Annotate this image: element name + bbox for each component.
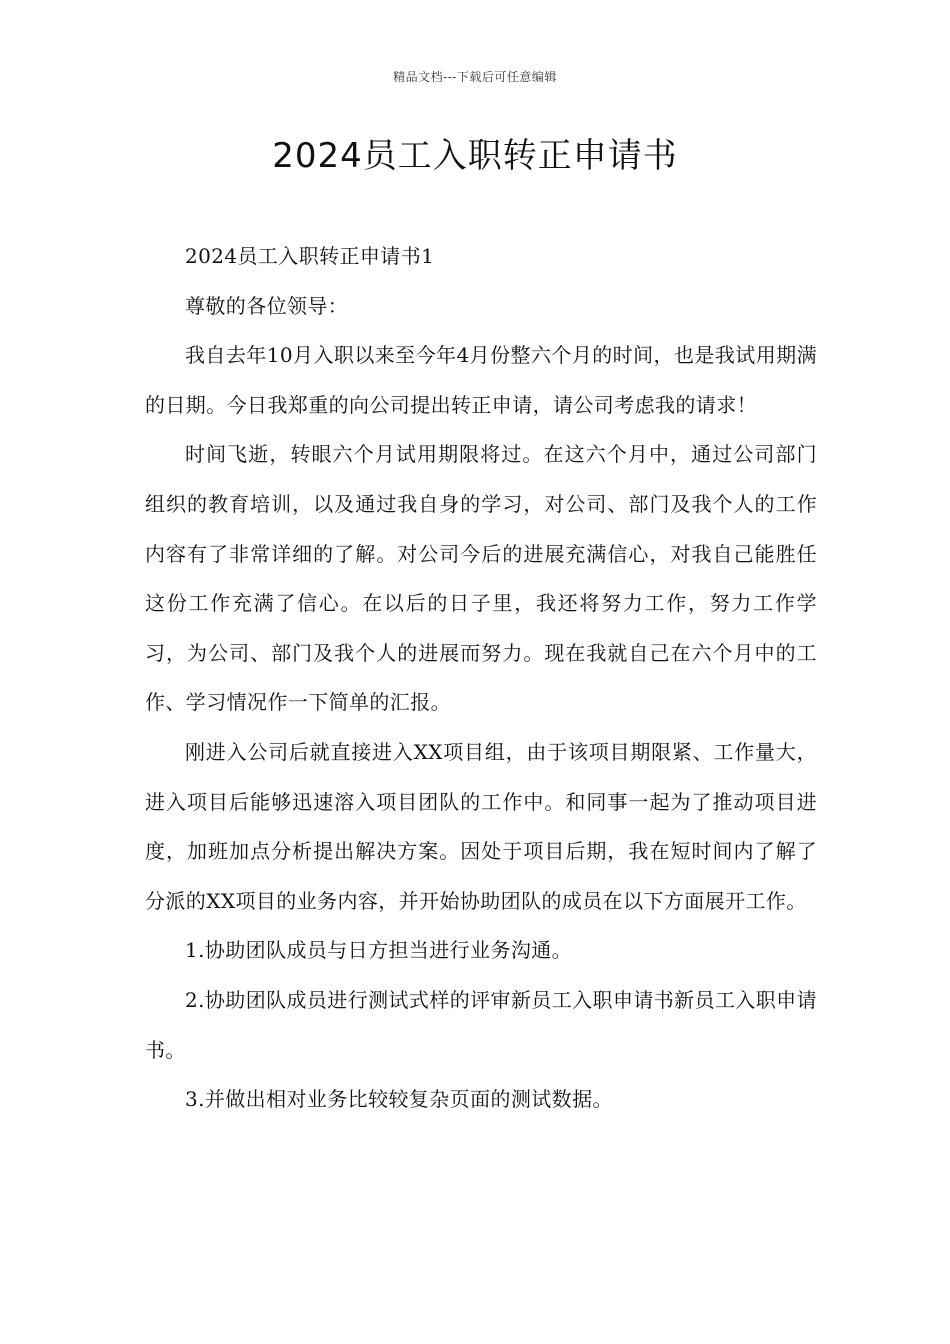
document-title: 2024员工入职转正申请书	[272, 136, 678, 176]
list-item-2: 2.协助团队成员进行测试式样的评审新员工入职申请书新员工入职申请书。	[145, 987, 817, 1062]
paragraph-salutation: 尊敬的各位领导：	[185, 293, 349, 318]
paragraph-intro: 我自去年10月入职以来至今年4月份整六个月的时间，也是我试用期满的日期。今日我郑重的向公司提出转正申请，请公司考虑我的请求！	[145, 343, 817, 417]
document-body	[145, 232, 817, 1125]
list-item-1: 1.协助团队成员与日方担当进行业务沟通。	[185, 938, 573, 963]
header-note: 精品文档---下载后可任意编辑	[393, 70, 557, 84]
paragraph-project: 刚进入公司后就直接进入XX项目组，由于该项目期限紧、工作量大，进入项目后能够迅速溶入项目团队的工作中。和同事一起为了推动项目进度，加班加点分析提出解决方案。因处于项目后期，我在短时间内了解了分派的XX项目的业务内容，并开始协助团队的成员在以下方面展开工作。	[145, 739, 817, 913]
list-item-3: 3.并做出相对业务比较较复杂页面的测试数据。	[185, 1087, 613, 1112]
paragraph-reflection: 时间飞逝，转眼六个月试用期限将过。在这六个月中，通过公司部门组织的教育培训，以及通过我自身的学习，对公司、部门及我个人的工作内容有了非常详细的了解。对公司今后的进展充满信心，对我自己能胜任这份工作充满了信心。在以后的日子里，我还将努力工作，努力工作学习，为公司、部门及我个人的进展而努力。现在我就自己在六个月中的工作、学习情况作一下简单的汇报。	[145, 442, 817, 715]
paragraph-heading: 2024员工入职转正申请书1	[185, 244, 435, 268]
